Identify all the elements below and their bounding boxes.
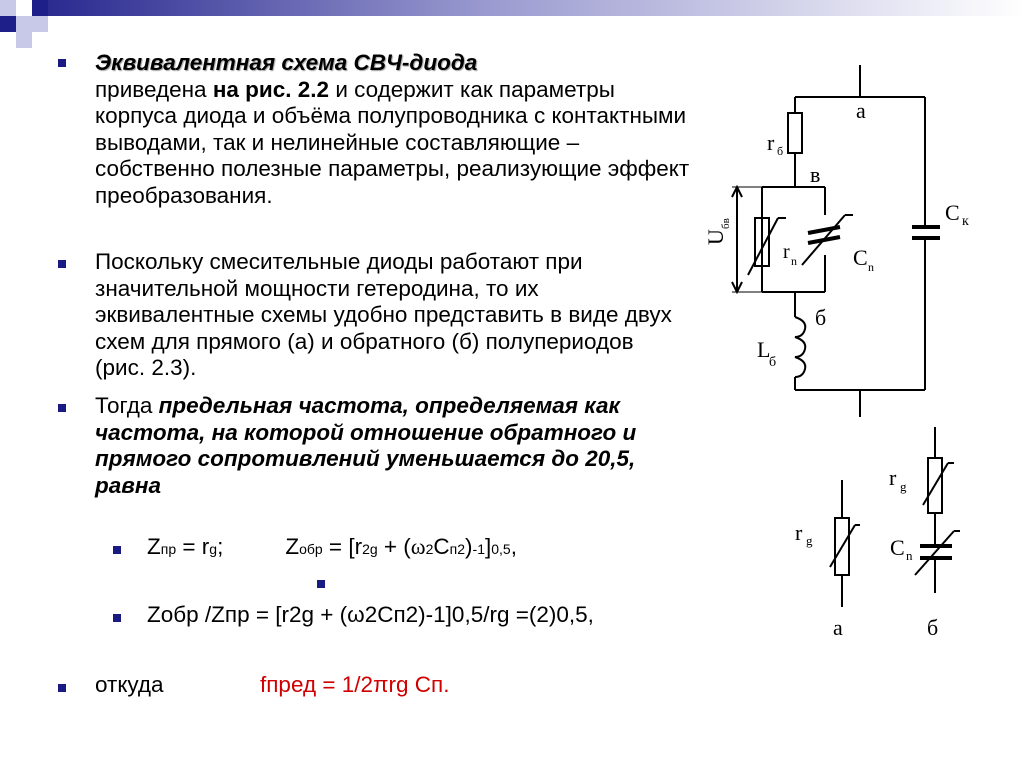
figure-label-b: б xyxy=(927,615,939,640)
paragraph-text: Тогда xyxy=(95,393,159,418)
sub-bullet-marker xyxy=(113,614,121,622)
bullet-marker xyxy=(58,260,66,268)
bullet-paragraph-3 xyxy=(95,393,685,499)
formula-text: пр xyxy=(160,541,177,557)
formula-text: 2 xyxy=(362,541,370,557)
cn-label-sub: n xyxy=(868,260,874,274)
rg-b-label-sub: g xyxy=(900,479,907,494)
formula-text: Z xyxy=(285,534,300,559)
figure-2-2-equivalent-circuit xyxy=(732,65,940,417)
slide-title: Эквивалентная схема СВЧ-диода xyxy=(95,50,478,75)
formula-text: -1 xyxy=(472,541,485,557)
paragraph-text: и содержит как параметры корпуса диода и объёма полупроводника с контактными выводами, так и нелинейные составляющие – собственно полезные параметры, реализующие эффект преобразования. xyxy=(95,76,690,208)
bullet-marker xyxy=(58,684,66,692)
rn-label-sub: n xyxy=(791,254,797,268)
formula-text: ; xyxy=(217,534,224,559)
lb-label: L xyxy=(757,337,771,362)
paragraph-text: откуда xyxy=(95,672,164,697)
sub-bullet-marker xyxy=(317,580,325,588)
formula-text: = [r xyxy=(322,534,363,559)
formula-text: 2 xyxy=(425,541,434,557)
figure-2-3-equivalent-circuits xyxy=(830,427,960,607)
formula-text: п2 xyxy=(449,541,466,557)
rg-a-label-sub: g xyxy=(806,533,813,548)
formula-text: обр xyxy=(299,541,323,557)
cn-b-label: C xyxy=(890,535,905,560)
formula-text: + ( xyxy=(377,534,411,559)
lb-label-sub: б xyxy=(769,355,777,370)
formula-text: C xyxy=(433,534,450,559)
node-label-v: в xyxy=(810,162,821,187)
bullet-marker xyxy=(58,59,66,67)
emphasis-text: предельная частота, определяемая как частота, на которой отношение обратного и прямого сопротивлений уменьшается до 20,5, равна xyxy=(95,393,637,498)
bullet-paragraph-2 xyxy=(95,249,685,382)
formula-text: = r xyxy=(176,534,210,559)
formula-text: Z xyxy=(147,534,161,559)
ubv-label: U xyxy=(703,229,728,245)
rg-a-label: r xyxy=(795,520,803,545)
formula-text: 0,5 xyxy=(491,541,511,557)
ubv-label-sub: бв xyxy=(720,218,732,229)
rb-label-sub: б xyxy=(777,144,784,158)
formula-text: , xyxy=(510,534,517,559)
formula-text: g xyxy=(369,541,378,557)
bullet-paragraph-4 xyxy=(95,672,685,699)
figure-2-2-labels xyxy=(703,98,969,370)
rb-label: r xyxy=(767,130,775,155)
rg-b-label: r xyxy=(889,465,897,490)
cutoff-frequency-formula: fпред = 1/2πrg Cп. xyxy=(260,672,450,697)
circuit-diagrams xyxy=(690,55,1010,655)
paragraph-text: приведена xyxy=(95,76,213,102)
rn-label: r xyxy=(783,241,790,263)
ck-label: C xyxy=(945,200,960,225)
formula-text: Zобр /Zпр = [r2g + (ω2Cп2)-1]0,5/rg =(2)0,5, xyxy=(147,602,594,627)
formula-text: g xyxy=(209,541,218,557)
formula-text: ) xyxy=(465,534,473,559)
cn-label: C xyxy=(853,245,868,270)
sub-bullet-formula-1 xyxy=(147,534,687,563)
node-label-a: а xyxy=(856,98,866,123)
figure-label-a: а xyxy=(833,615,843,640)
ck-label-sub: к xyxy=(962,214,969,229)
figure-2-3-labels xyxy=(795,465,938,640)
header-decoration xyxy=(0,0,1024,52)
paragraph-text: Поскольку смесительные диоды работают при значительной мощности гетеродина, то их эквивалентные схемы удобно представить в виде двух схем для прямого (а) и обратного (б) полупериодов (рис. 2.3). xyxy=(95,249,672,380)
sub-bullet-formula-2 xyxy=(147,602,687,629)
formula-text: ] xyxy=(484,534,492,559)
node-label-b: б xyxy=(815,305,827,330)
formula-text: ω xyxy=(410,534,426,559)
figure-reference: на рис. 2.2 xyxy=(212,76,330,102)
sub-bullet-marker xyxy=(113,546,121,554)
cn-b-label-sub: n xyxy=(906,548,913,563)
bullet-paragraph-1 xyxy=(95,50,695,209)
bullet-marker xyxy=(58,404,66,412)
